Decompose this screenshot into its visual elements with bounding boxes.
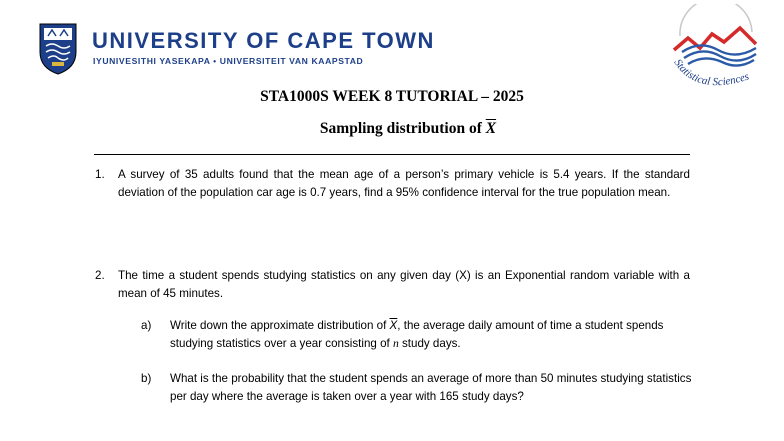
dept-logo-text: Statistical Sciences: [671, 57, 751, 89]
statistical-sciences-logo-icon: [660, 4, 778, 96]
title-divider: [94, 154, 690, 155]
question-2b-text: What is the probability that the student spends an average of more than 50 minutes studying statistics per day where the average is taken over a year with 165 study days?: [170, 372, 692, 403]
uct-crest-icon: [38, 22, 78, 76]
svg-text:Statistical Sciences: [672, 57, 751, 88]
xbar-symbol: $\overline{X}$: [485, 120, 497, 137]
university-name: UNIVERSITY OF CAPE TOWN: [92, 28, 435, 53]
question-2a-text: Write down the approximate distribution of $\overline{X}$, the average daily amount of time a student spends studying statistics over a year consisting of n study days.: [170, 319, 664, 350]
xbar-symbol: $\overline{X}$: [389, 319, 398, 332]
university-subtitle: IYUNIVESITHI YASEKAPA • UNIVERSITEIT VAN KAAPSTAD: [93, 56, 364, 66]
page-title: STA1000S WEEK 8 TUTORIAL – 2025: [260, 88, 524, 105]
question-1-number: 1.: [95, 168, 105, 181]
page-subtitle: Sampling distribution of $\overline{X}$: [319, 120, 497, 137]
question-1-text: A survey of 35 adults found that the mean age of a person’s primary vehicle is 5.4 years. If the standard deviation of the population car age is 0.7 years, find a 95% confidence interval for the true population mean.: [118, 168, 690, 199]
question-2-text: The time a student spends studying statistics on any given day (X) is an Exponential random variable with a mean of 45 minutes.: [118, 269, 690, 300]
question-2b-label: b): [141, 372, 152, 385]
question-2a-label: a): [141, 319, 152, 332]
question-2-number: 2.: [95, 269, 105, 282]
